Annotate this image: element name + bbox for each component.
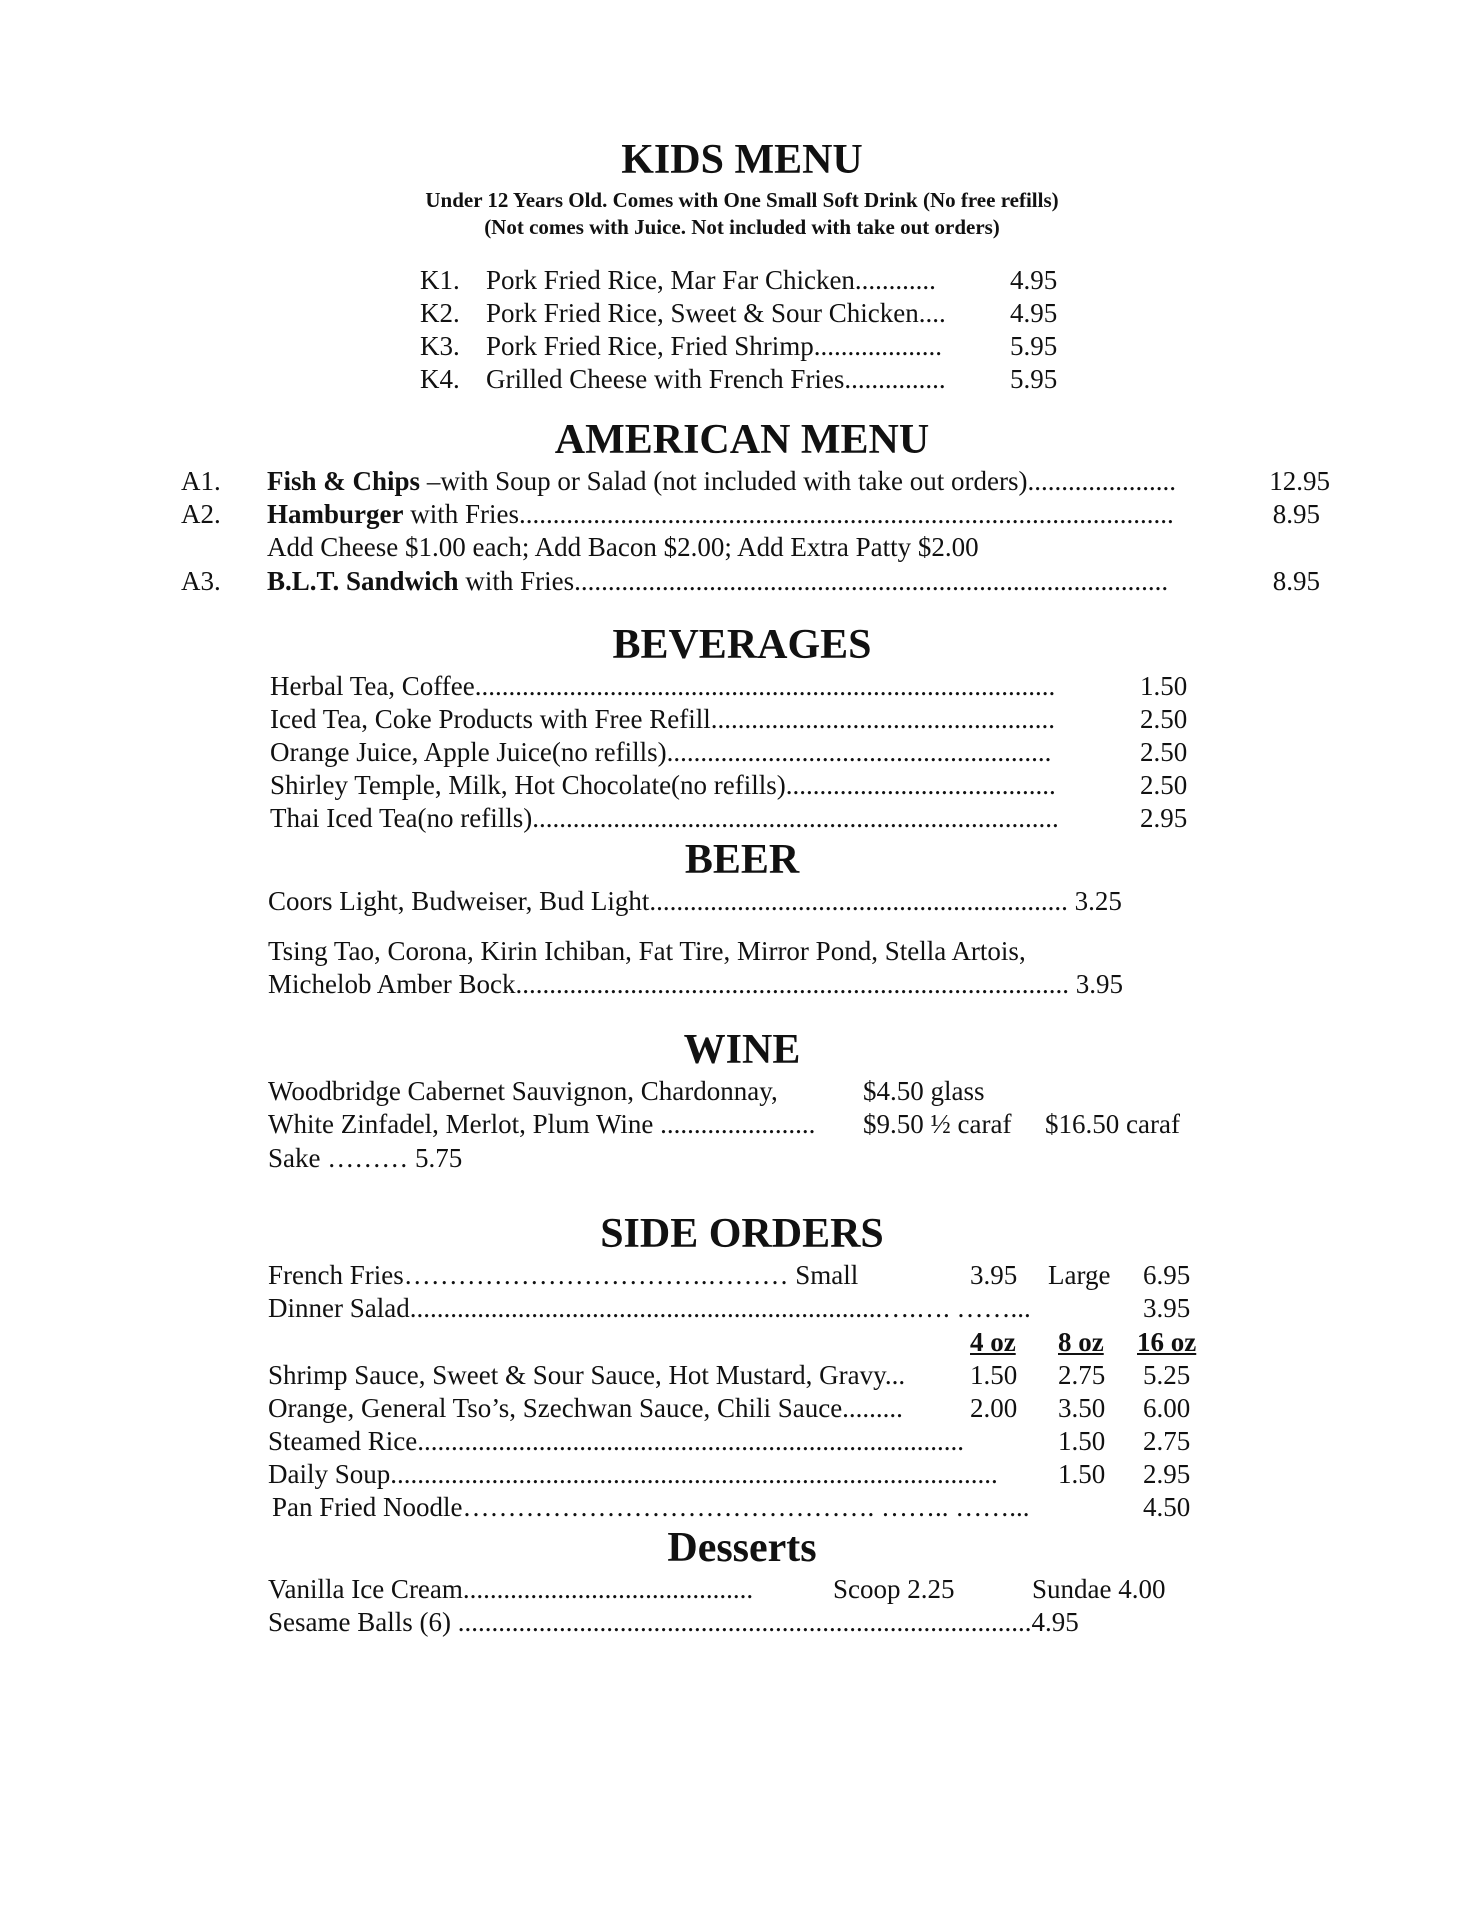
item-name: Daily Soup..........................................................................................: [268, 1459, 998, 1489]
item-price: 4.95: [1010, 298, 1058, 328]
item-price: 8.95: [1272, 499, 1320, 529]
item-price: 3.95: [1143, 1293, 1191, 1323]
desserts-title: Desserts: [667, 1525, 817, 1571]
item-code: A1.: [181, 466, 221, 496]
item-name: French Fries…………………………….……… Small: [268, 1260, 859, 1290]
item-name: Vanilla Ice Cream...........................................: [268, 1574, 754, 1604]
american-menu-title: AMERICAN MENU: [554, 417, 930, 463]
item-name: Orange Juice, Apple Juice(no refills).........................................................: [270, 737, 1052, 767]
beverages-title: BEVERAGES: [612, 622, 872, 668]
size-header: 16 oz: [1137, 1327, 1197, 1357]
item-code: K2.: [420, 298, 460, 328]
item-code: K4.: [420, 364, 460, 394]
item-price: 12.95: [1269, 466, 1330, 496]
item-code: A3.: [181, 566, 221, 596]
item-price: 2.95: [1143, 1459, 1191, 1489]
item-name: Grilled Cheese with French Fries...............: [486, 364, 946, 394]
item-price: 6.00: [1143, 1393, 1191, 1423]
item-name: Pork Fried Rice, Fried Shrimp...................: [486, 331, 942, 361]
beer-line: Coors Light, Budweiser, Bud Light.............................................................. 3.25: [268, 886, 1122, 916]
item-description: with Fries........................................................................................: [458, 566, 1169, 596]
item-name: Herbal Tea, Coffee......................................................................................: [270, 671, 1056, 701]
size-label: Large: [1048, 1260, 1111, 1290]
item-code: K1.: [420, 265, 460, 295]
beer-line: Tsing Tao, Corona, Kirin Ichiban, Fat Tire, Mirror Pond, Stella Artois,: [268, 936, 1026, 966]
item-price: 8.95: [1272, 566, 1320, 596]
wine-price: $16.50 caraf: [1045, 1109, 1180, 1139]
item-price: 4.50: [1143, 1492, 1191, 1522]
wine-line: Woodbridge Cabernet Sauvignon, Chardonnay,: [268, 1076, 778, 1106]
item-price: 1.50: [1058, 1459, 1106, 1489]
item-price: Scoop 2.25: [833, 1574, 955, 1604]
item-name: Steamed Rice.................................................................................: [268, 1426, 964, 1456]
item-price: 5.95: [1010, 331, 1058, 361]
item-name: [267, 565, 1168, 598]
item-price: 1.50: [1140, 671, 1188, 701]
item-name: Thai Iced Tea(no refills)..............................................................................: [270, 803, 1059, 833]
size-header: 8 oz: [1058, 1327, 1104, 1357]
item-bold-name: B.L.T. Sandwich: [267, 566, 459, 596]
item-code: K3.: [420, 331, 460, 361]
sake-line: Sake ……… 5.75: [268, 1143, 463, 1173]
kids-menu-title: KIDS MENU: [621, 137, 863, 183]
item-name: Orange, General Tso’s, Szechwan Sauce, Chili Sauce.........: [268, 1393, 903, 1423]
item-price: 4.95: [1010, 265, 1058, 295]
item-price: 1.50: [1058, 1426, 1106, 1456]
item-description: –with Soup or Salad (not included with take out orders)......................: [420, 466, 1176, 496]
item-price: 2.95: [1140, 803, 1188, 833]
item-price: 2.00: [970, 1393, 1018, 1423]
item-price: 2.75: [1143, 1426, 1191, 1456]
size-header: 4 oz: [970, 1327, 1016, 1357]
item-name: [267, 465, 1176, 498]
item-price: 2.50: [1140, 704, 1188, 734]
kids-menu-note: (Not comes with Juice. Not included with take out orders): [484, 215, 1000, 239]
wine-price: $4.50 glass: [863, 1076, 985, 1106]
item-price: 1.50: [970, 1360, 1018, 1390]
beer-line: Michelob Amber Bock.................................................................................. 3.95: [268, 969, 1123, 999]
item-name: Dinner Salad......................................................................….…. ……...: [268, 1293, 1031, 1323]
item-price: 5.95: [1010, 364, 1058, 394]
wine-title: WINE: [683, 1027, 801, 1073]
item-name: Pork Fried Rice, Mar Far Chicken............: [486, 265, 936, 295]
kids-menu-note: Under 12 Years Old. Comes with One Small Soft Drink (No free refills): [425, 188, 1059, 212]
item-bold-name: Fish & Chips: [267, 466, 421, 496]
beer-title: BEER: [684, 837, 800, 883]
item-price: 3.50: [1058, 1393, 1106, 1423]
item-name: Shrimp Sauce, Sweet & Sour Sauce, Hot Mustard, Gravy...: [268, 1360, 906, 1390]
wine-line: White Zinfadel, Merlot, Plum Wine .......................: [268, 1109, 816, 1139]
item-price: 2.50: [1140, 770, 1188, 800]
item-price: Sundae 4.00: [1032, 1574, 1166, 1604]
addon-prices: Add Cheese $1.00 each; Add Bacon $2.00; Add Extra Patty $2.00: [267, 532, 979, 562]
item-bold-name: Hamburger: [267, 499, 404, 529]
item-name: [267, 498, 1174, 531]
item-price: 5.25: [1143, 1360, 1191, 1390]
item-price: 2.50: [1140, 737, 1188, 767]
item-price: 2.75: [1058, 1360, 1106, 1390]
wine-price: $9.50 ½ caraf: [863, 1109, 1012, 1139]
item-price: 6.95: [1143, 1260, 1191, 1290]
side-orders-title: SIDE ORDERS: [600, 1211, 884, 1257]
item-name: Pan Fried Noodle………………………………………. …….. ……...: [272, 1492, 1030, 1522]
item-code: A2.: [181, 499, 221, 529]
item-name: Sesame Balls (6) .....................................................................................4.95: [268, 1607, 1079, 1637]
item-description: with Fries.................................................................................................: [403, 499, 1174, 529]
item-name: Shirley Temple, Milk, Hot Chocolate(no refills)........................................: [270, 770, 1056, 800]
item-name: Pork Fried Rice, Sweet & Sour Chicken....: [486, 298, 946, 328]
item-price: 3.95: [970, 1260, 1018, 1290]
item-name: Iced Tea, Coke Products with Free Refill...................................................: [270, 704, 1056, 734]
